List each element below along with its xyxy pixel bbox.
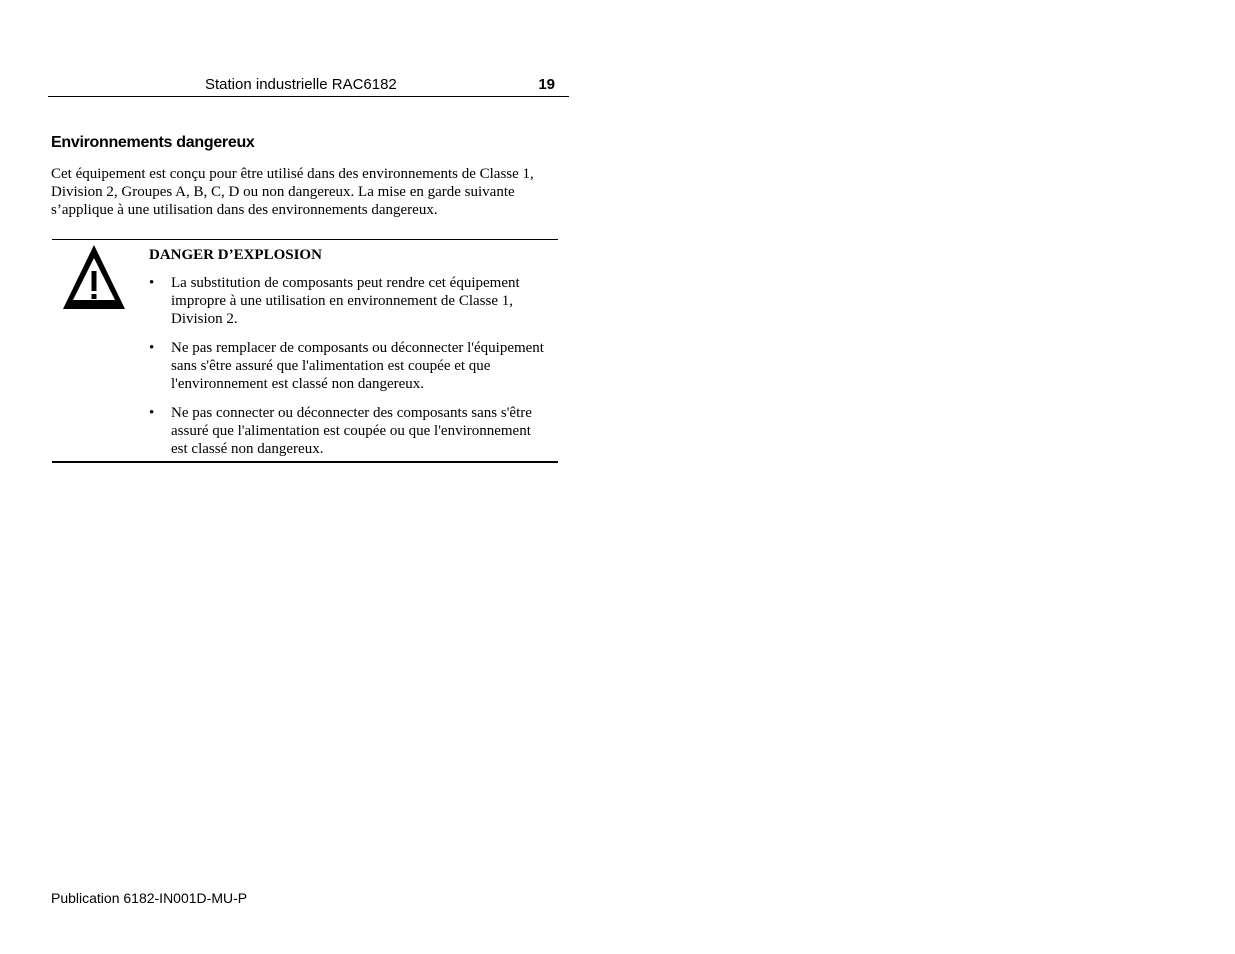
list-item-text: La substitution de composants peut rendre cet équipement impropre à une utilisation en environnement de Classe 1, Division 2. [171, 275, 520, 327]
warning-title: DANGER D’EXPLOSION [149, 247, 322, 263]
bullet-icon: • [149, 275, 155, 291]
section-heading: Environnements dangereux [51, 134, 255, 151]
running-header [48, 74, 569, 97]
list-item [149, 339, 549, 393]
warning-box [52, 239, 558, 463]
bullet-icon: • [149, 340, 155, 356]
list-item-text: Ne pas remplacer de composants ou déconnecter l'équipement sans s'être assuré que l'alimentation est coupée et que l'environnement est classé non dangereux. [171, 340, 544, 392]
warning-list [149, 274, 549, 458]
list-item-text: Ne pas connecter ou déconnecter des composants sans s'être assuré que l'alimentation est coupée ou que l'environnement est classé non dangereux. [171, 405, 532, 457]
publication-footer: Publication 6182-IN001D-MU-P [51, 890, 248, 906]
bullet-icon: • [149, 405, 155, 421]
intro-paragraph: Cet équipement est conçu pour être utilisé dans des environnements de Classe 1, Division 2, Groupes A, B, C, D ou non dangereux. La mise en garde suivante s’applique à une utilisation dans des environnements dangereux. [51, 166, 534, 218]
page-number: 19 [538, 76, 555, 93]
warning-triangle-icon [61, 245, 127, 311]
document-title: Station industrielle RAC6182 [205, 76, 397, 93]
warning-content [149, 246, 549, 469]
list-item [149, 274, 549, 328]
list-item [149, 404, 549, 458]
